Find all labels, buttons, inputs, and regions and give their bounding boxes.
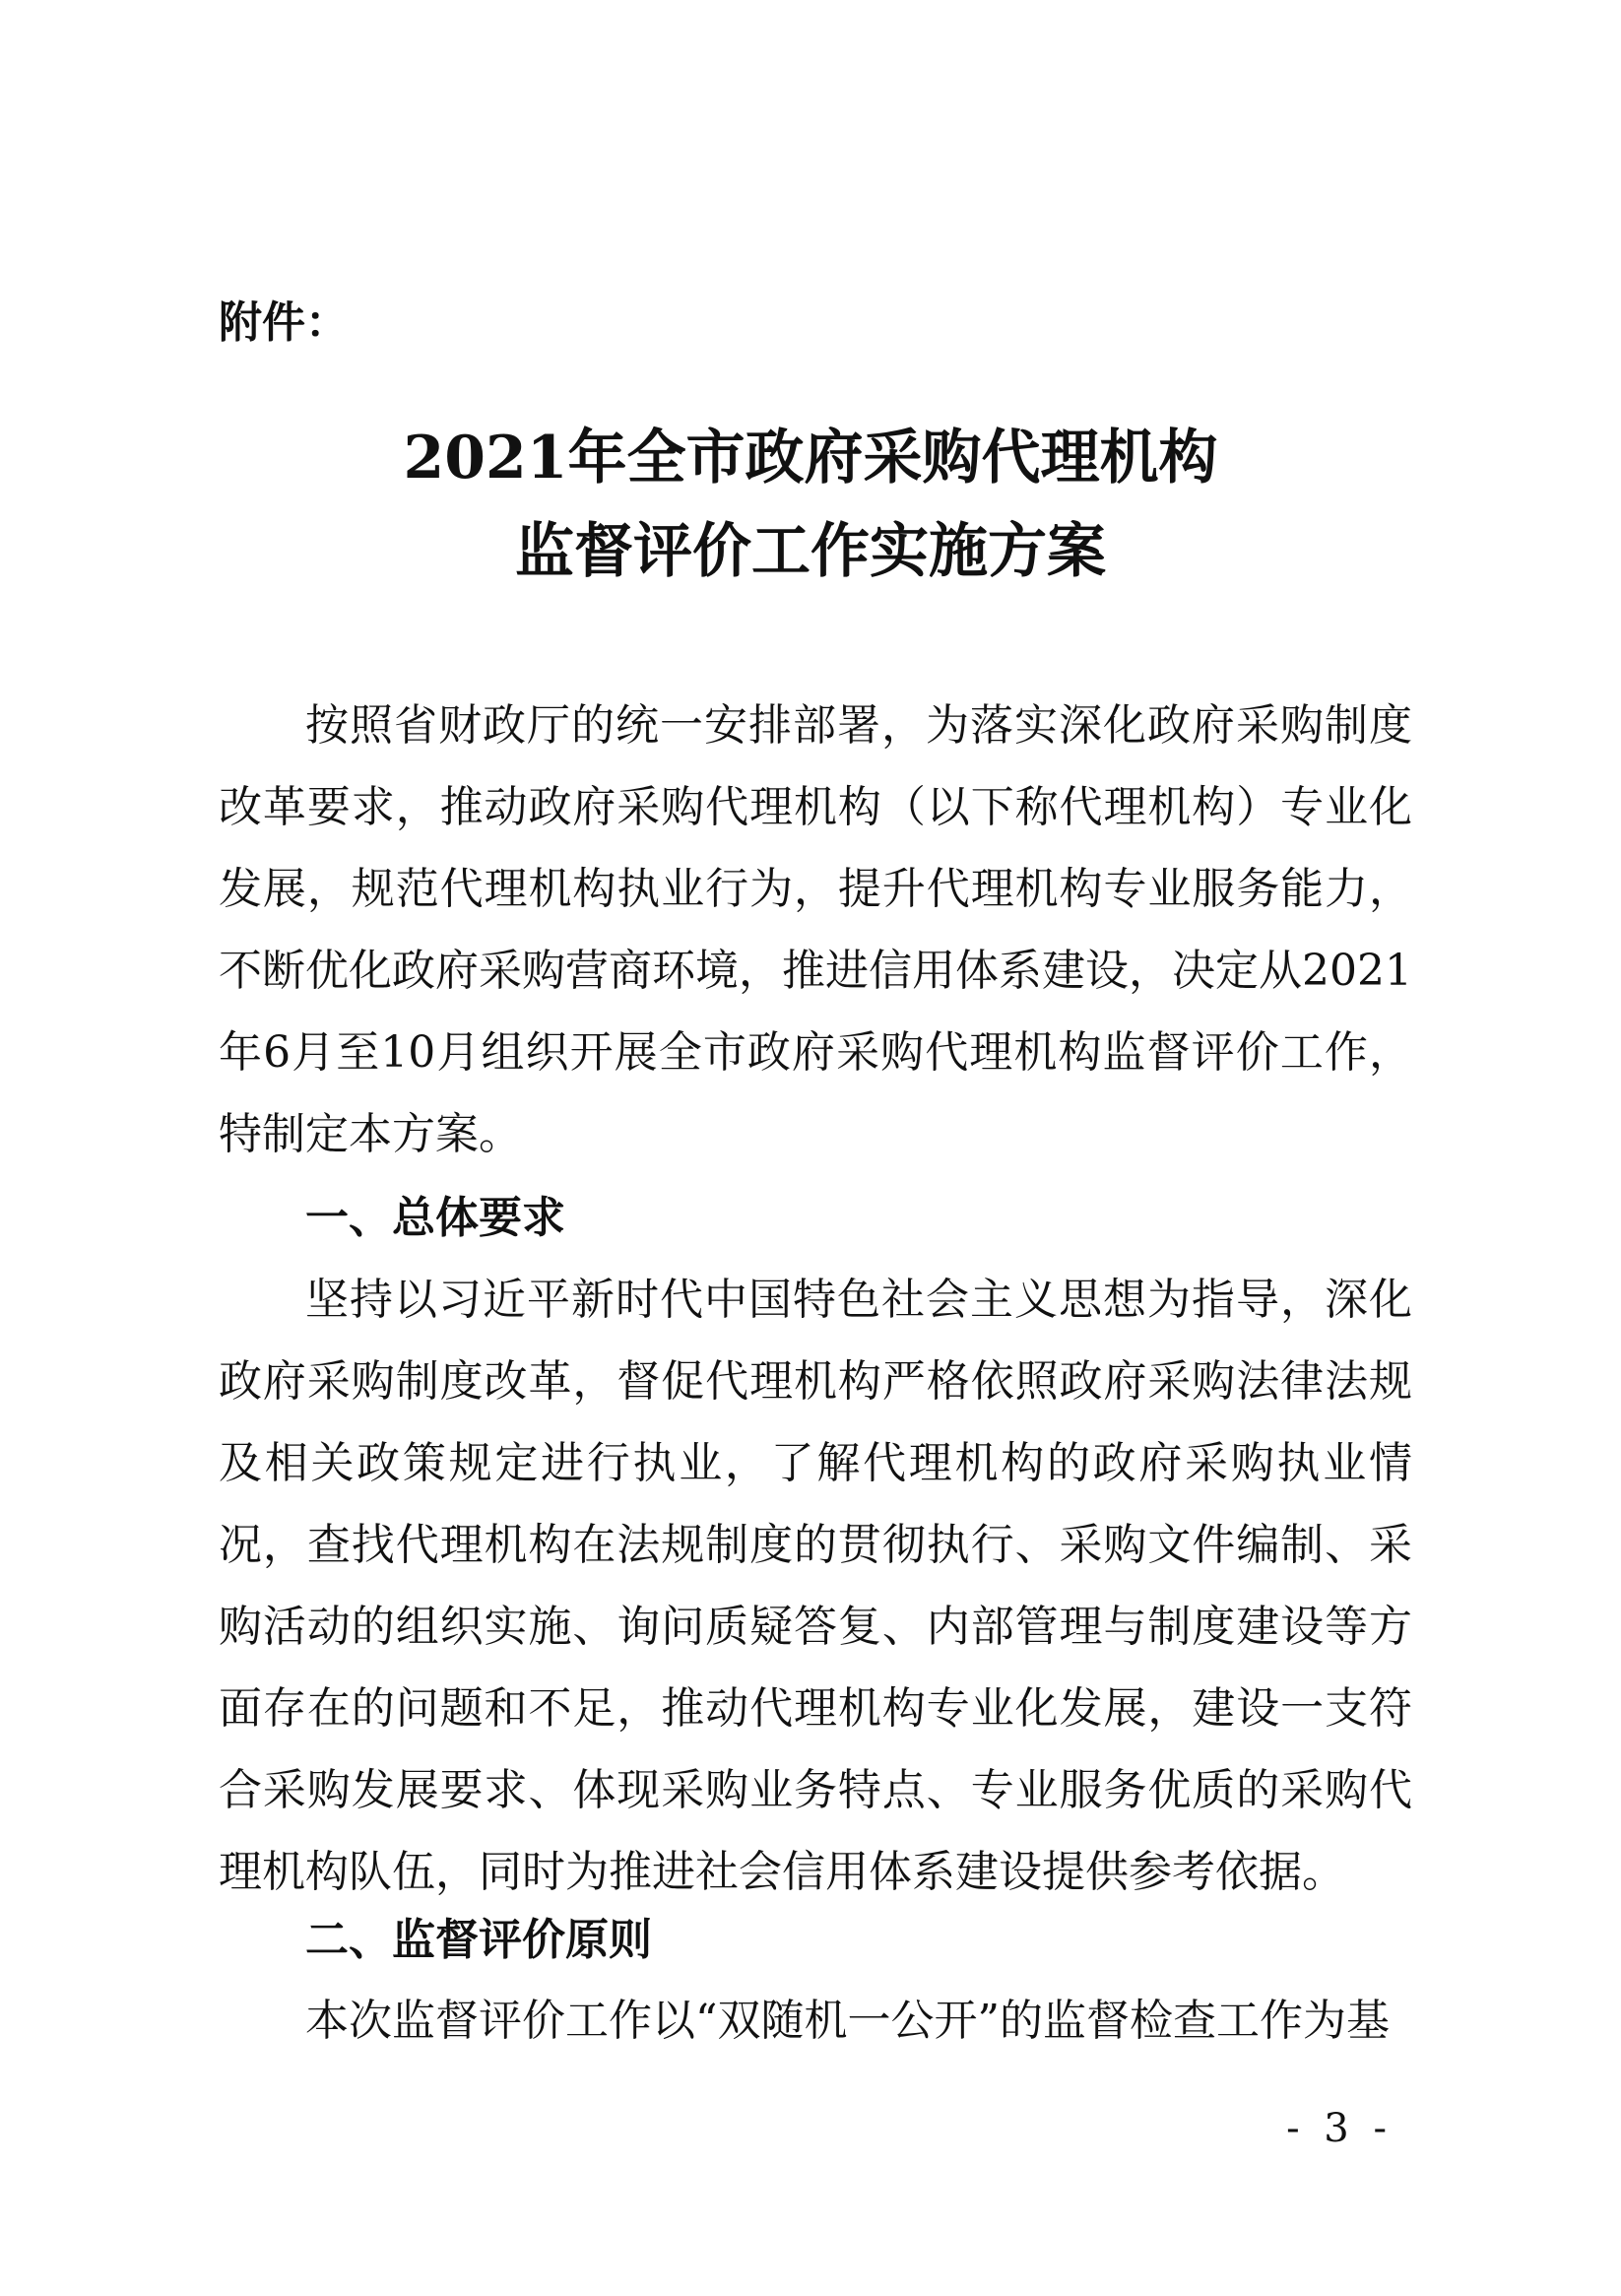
section-1-paragraph: 坚持以习近平新时代中国特色社会主义思想为指导，深化政府采购制度改革，督促代理机构严格依照政府采购法律法规及相关政策规定进行执业，了解代理机构的政府采购执业情况，查找代理机构在法规制度的贯彻执行、采购文件编制、采购活动的组织实施、询问质疑答复、内部管理与制度建设等方面存在的问题和不足，推动代理机构专业化发展，建设一支符合采购发展要求、体现采购业务特点、专业服务优质的采购代理机构队伍，同时为推进社会信用体系建设提供参考依据。	[219, 1275, 1412, 1897]
document-title-line-2: 监督评价工作实施方案	[515, 517, 1106, 586]
section-2-paragraph: 本次监督评价工作以“双随机一公开”的监督检查工作为基	[305, 1996, 1390, 2046]
document-title-line-1: 2021年全市政府采购代理机构	[403, 424, 1218, 492]
section-heading-2: 二、监督评价原则	[305, 1915, 652, 1965]
intro-paragraph: 按照省财政厅的统一安排部署，为落实深化政府采购制度改革要求，推动政府采购代理机构（以下称代理机构）专业化发展，规范代理机构执业行为，提升代理机构专业服务能力，不断优化政府采购营商环境，推进信用体系建设，决定从2021年6月至10月组织开展全市政府采购代理机构监督评价工作，特制定本方案。	[219, 700, 1412, 1159]
page-number: - 3 -	[1286, 2106, 1393, 2151]
attachment-label: 附件：	[219, 297, 349, 348]
section-heading-1: 一、总体要求	[305, 1193, 565, 1243]
